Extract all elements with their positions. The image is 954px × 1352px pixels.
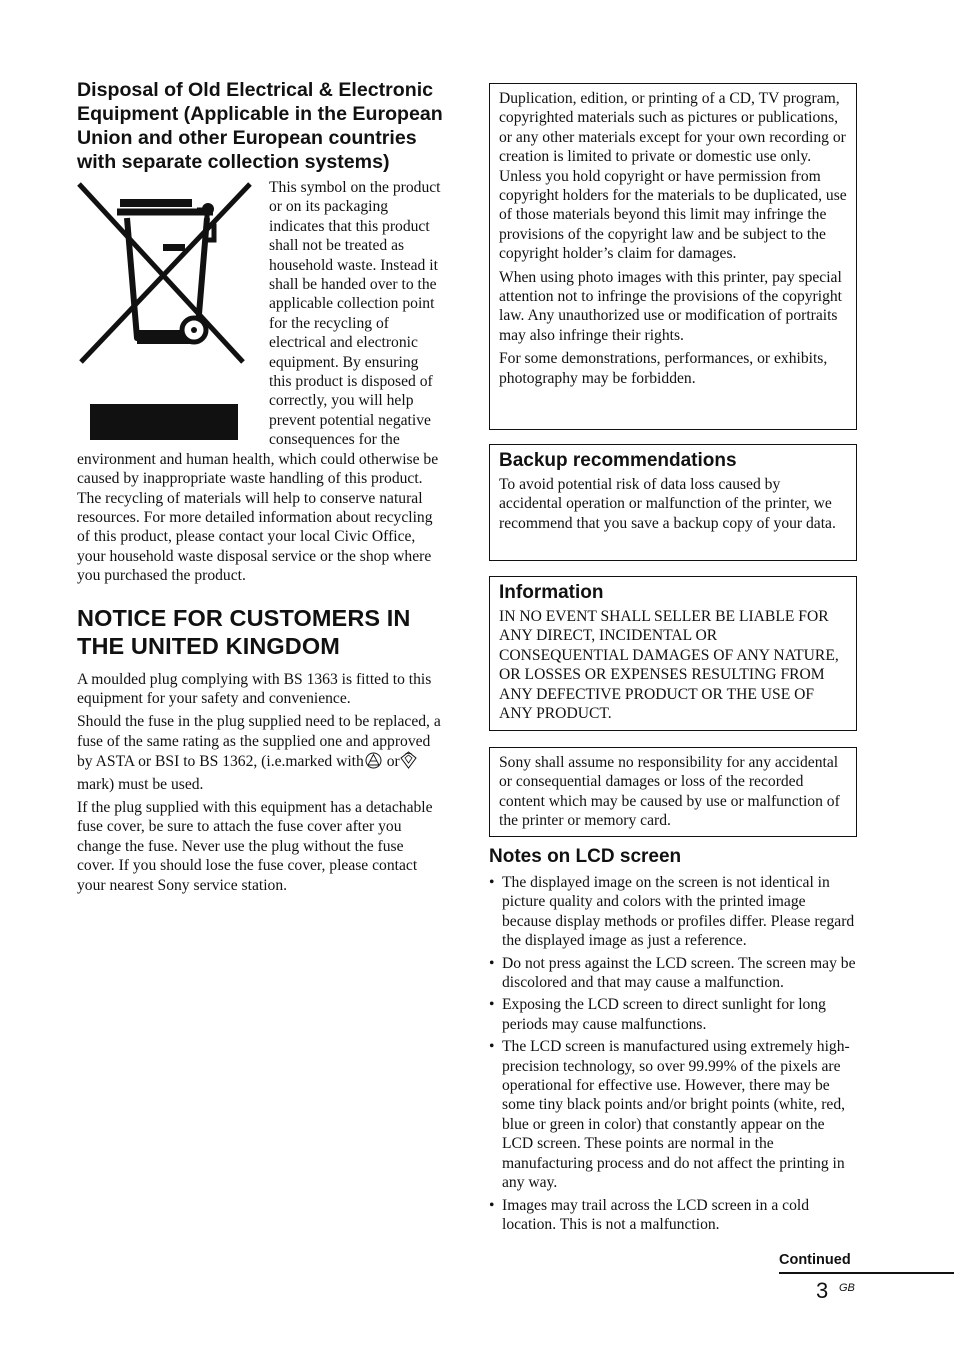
continued-label: Continued xyxy=(779,1252,851,1268)
disposal-section xyxy=(77,178,443,586)
right-column xyxy=(489,83,857,1237)
copyright-paragraph-2: When using photo images with this printer, pay special attention not to infringe the provisions of the copyright law. Any unauthorized use or modification of portraits may also infringe their rights. xyxy=(499,268,843,344)
weee-symbol-graphic xyxy=(77,182,253,404)
notice-heading: NOTICE FOR CUSTOMERS IN THE UNITED KINGDOM xyxy=(77,604,411,659)
notice-paragraph-1: A moulded plug complying with BS 1363 is fitted to this equipment for your safety and convenience. xyxy=(77,670,432,707)
backup-recommendations-box xyxy=(489,444,857,561)
sony-liability-box xyxy=(489,747,857,837)
backup-heading: Backup recommendations xyxy=(499,450,737,471)
list-item xyxy=(489,1196,857,1235)
bullet-icon: • xyxy=(489,874,495,891)
list-item-text: Exposing the LCD screen to direct sunlight for long periods may cause malfunctions. xyxy=(502,996,826,1033)
list-item-text: Images may trail across the LCD screen in a cold location. This is not a malfunction. xyxy=(502,1196,810,1233)
list-item xyxy=(489,873,857,951)
notice-paragraph-2-start: Should the fuse in the plug supplied need to be replaced, a fuse of the same rating as the supplied one and approved by ASTA or BSI to BS 1362, (i.e.marked with xyxy=(77,713,441,771)
notice-paragraph-2-or: or xyxy=(382,753,400,771)
list-item xyxy=(489,954,857,993)
bullet-icon: • xyxy=(489,1196,495,1214)
sony-liability-text: Sony shall assume no responsibility for any accidental or consequential damages or loss of the recorded content which may be caused by use or malfunction of the printer or memory card. xyxy=(499,754,840,830)
bullet-icon: • xyxy=(489,1038,495,1056)
bsi-kitemark-icon xyxy=(400,751,417,774)
bullet-icon: • xyxy=(489,996,495,1014)
page-language: GB xyxy=(839,1282,855,1294)
asta-mark-icon xyxy=(364,752,383,774)
notice-paragraph-2-end: mark) must be used. xyxy=(77,775,204,793)
crossed-out-wheelie-bin-icon xyxy=(77,182,253,444)
information-text: IN NO EVENT SHALL SELLER BE LIABLE FOR ANY DIRECT, INCIDENTAL OR CONSEQUENTIAL DAMAGES OF ANY NATURE, OR LOSSES OR EXPENSES RESULTING FROM ANY DEFECTIVE PRODUCT OR THE USE OF ANY PRODUCT. xyxy=(499,608,839,723)
list-item xyxy=(489,1037,857,1192)
continued-rule xyxy=(779,1272,954,1274)
copyright-notice-box xyxy=(489,83,857,430)
lcd-notes-heading: Notes on LCD screen xyxy=(489,846,682,867)
notice-paragraph-3: If the plug supplied with this equipment has a detachable fuse cover, be sure to attach the fuse cover after you change the fuse. Never use the plug without the fuse cover. If you should lose the fuse cover, please contact your nearest Sony service station. xyxy=(77,798,433,894)
left-column xyxy=(77,78,443,899)
notice-paragraph-2 xyxy=(77,712,443,794)
list-item-text: Do not press against the LCD screen. The screen may be discolored and that may cause a malfunction. xyxy=(502,954,856,992)
copyright-paragraph-1: Duplication, edition, or printing of a CD, TV program, copyrighted materials such as pictures or publications, or any other materials except for your own recording or creation is limited to private or domestic use only. Unless you hold copyright or have permission from copyright holders for the materials to be duplicated, use of those materials beyond this limit may infringe the provisions of the copyright law and be subject to the copyright holder’s claim for damages. xyxy=(499,90,847,263)
weee-black-bar xyxy=(90,404,238,440)
list-item xyxy=(489,995,857,1034)
information-heading: Information xyxy=(499,582,604,603)
disposal-text: This symbol on the product or on its packaging indicates that this product shall not be treated as household waste. Instead it shall be handed over to the applicable collection point for the recycling of electrical and electronic equipment. By ensuring this product is disposed of correctly, you will help prevent potential negative consequences for the environment and human health, which could otherwise be caused by inappropriate waste handling of this product. The recycling of materials will help to conserve natural resources. For more detailed information about recycling of this product, please contact your local Civic Office, your household waste disposal service or the shop where you purchased the product. xyxy=(77,179,441,585)
lcd-notes-list xyxy=(489,873,857,1234)
backup-text: To avoid potential risk of data loss caused by accidental operation or malfunction of the printer, we recommend that you save a backup copy of your data. xyxy=(499,476,836,532)
disposal-heading: Disposal of Old Electrical & Electronic Equipment (Applicable in the European Union and other European countries with separate collection systems) xyxy=(77,79,443,173)
page-number: 3 xyxy=(816,1278,829,1303)
list-item-text: The LCD screen is manufactured using extremely high-precision technology, so over 99.99% of the pixels are operational for effective use. However, there may be some tiny black points and/or bright points (white, red, blue or green in color) that constantly appear on the LCD screen. These points are normal in the manufacturing process and do not affect the printing in any way. xyxy=(502,1038,850,1192)
bullet-icon: • xyxy=(489,954,495,972)
copyright-paragraph-3: For some demonstrations, performances, or exhibits, photography may be forbidden. xyxy=(499,350,828,387)
information-box xyxy=(489,576,857,731)
list-item-text: The displayed image on the screen is not identical in picture quality and colors with the printed image because display methods or profiles differ. Please regard the displayed image as just a reference. xyxy=(502,874,855,950)
